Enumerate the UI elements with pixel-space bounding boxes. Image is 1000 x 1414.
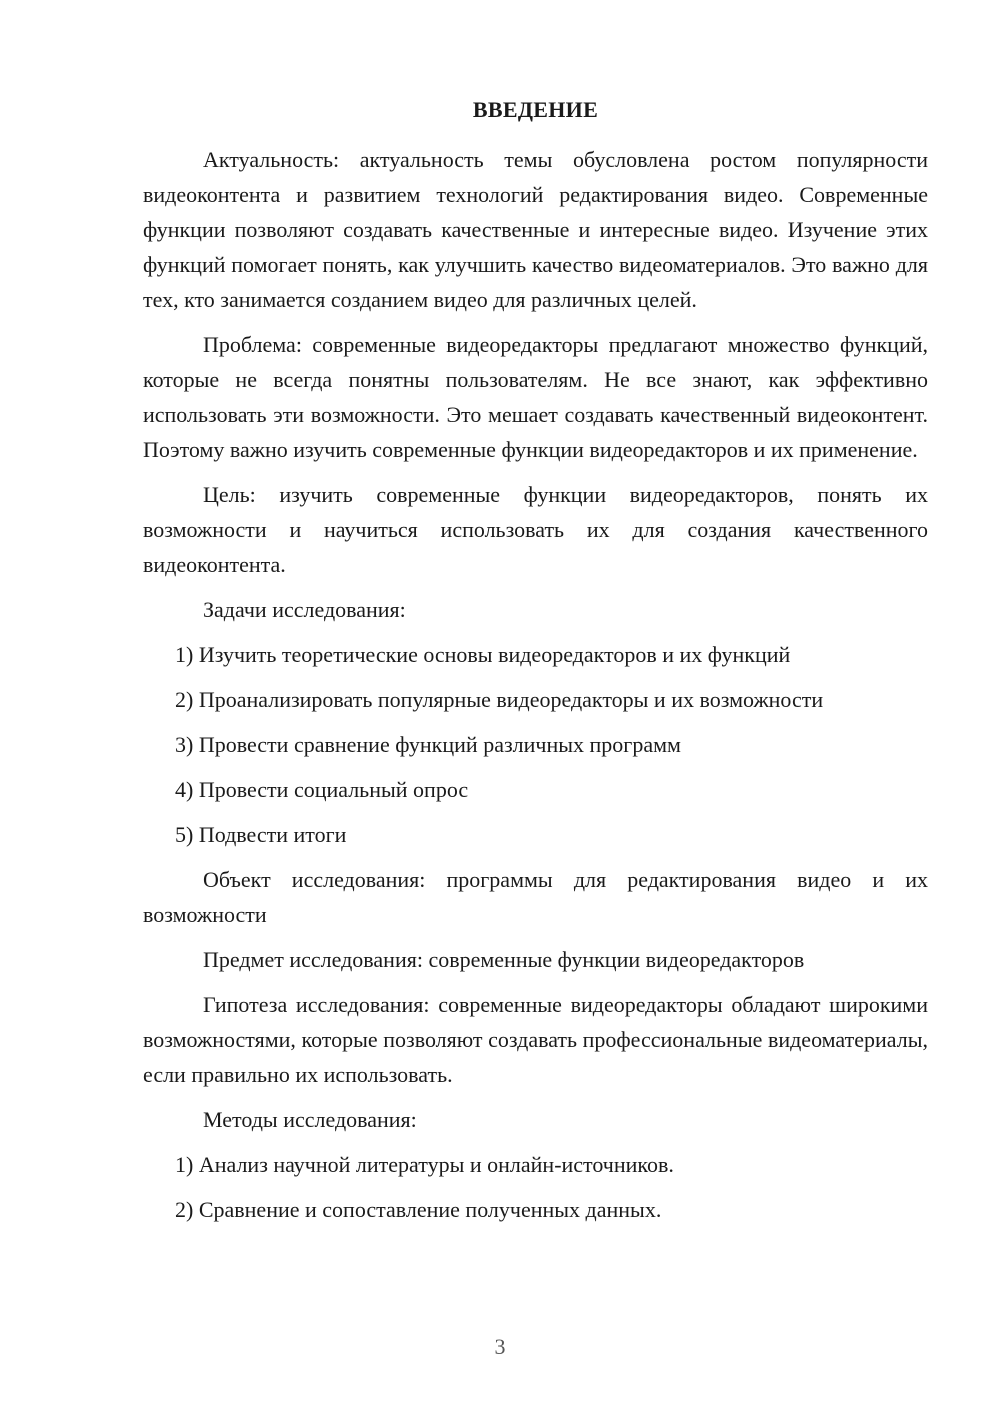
paragraph-object: Объект исследования: программы для редактирования видео и их возможности: [143, 867, 928, 927]
methods-title: Методы исследования:: [203, 1107, 417, 1132]
list-item: 2) Сравнение и сопоставление полученных данных.: [175, 1197, 662, 1222]
list-item: 5) Подвести итоги: [175, 822, 347, 847]
list-item: 2) Проанализировать популярные видеоредакторы и их возможности: [175, 687, 824, 712]
list-item: 4) Провести социальный опрос: [175, 777, 469, 802]
page-title: ВВЕДЕНИЕ: [472, 97, 599, 122]
methods-list: [143, 1147, 928, 1227]
paragraph-problem: Проблема: современные видеоредакторы предлагают множество функций, которые не всегда понятны пользователям. Не все знают, как эффективно использовать эти возможности. Это мешает создавать качественный видеоконтент. Поэтому важно изучить современные функции видеоредакторов и их применение.: [143, 332, 928, 462]
page-number: 3: [494, 1334, 506, 1359]
paragraph-hypothesis: Гипотеза исследования: современные видеоредакторы обладают широкими возможностями, которые позволяют создавать профессиональные видеоматериалы, если правильно их использовать.: [143, 992, 928, 1087]
list-item: 3) Провести сравнение функций различных программ: [175, 732, 681, 757]
document-page: [143, 92, 928, 1237]
list-item: 1) Изучить теоретические основы видеоредакторов и их функций: [175, 642, 791, 667]
paragraph-relevance: Актуальность: актуальность темы обусловлена ростом популярности видеоконтента и развитием технологий редактирования видео. Современные функции позволяют создавать качественные и интересные видео. Изучение этих функций помогает понять, как улучшить качество видеоматериалов. Это важно для тех, кто занимается созданием видео для различных целей.: [143, 147, 928, 312]
tasks-list: [143, 637, 928, 852]
tasks-title: Задачи исследования:: [203, 597, 406, 622]
list-item: 1) Анализ научной литературы и онлайн-источников.: [175, 1152, 674, 1177]
paragraph-subject: Предмет исследования: современные функции видеоредакторов: [203, 947, 805, 972]
paragraph-goal: Цель: изучить современные функции видеоредакторов, понять их возможности и научиться использовать их для создания качественного видеоконтента.: [143, 482, 928, 577]
